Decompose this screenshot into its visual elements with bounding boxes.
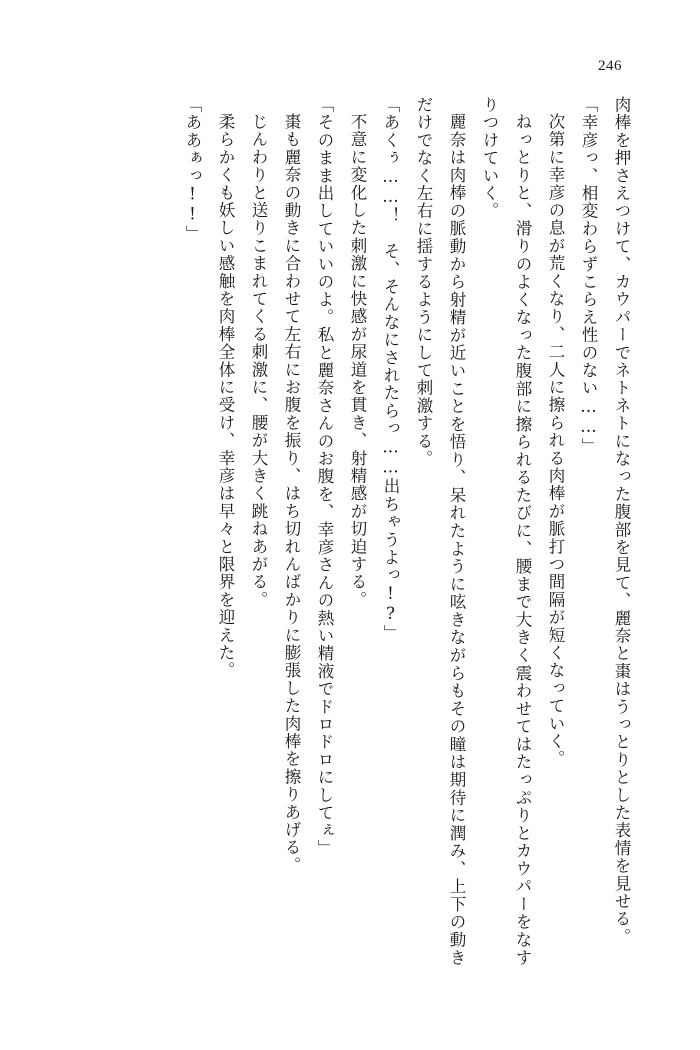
paragraph: 「あくぅ……！ そ、そんなにされたらっ……出ちゃうよっ!?」 xyxy=(381,96,400,642)
paragraph: 棗も麗奈の動きに合わせて左右にお腹を振り、はち切れんばかりに膨張した肉棒を擦りあげる。 xyxy=(282,112,301,874)
paragraph: 「幸彦っ、相変わらずこらえ性のない……」 xyxy=(579,96,598,455)
paragraph: じんわりと送りこまれてくる刺激に、腰が大きく跳ねあがる。 xyxy=(249,112,268,609)
paragraph: 肉棒を押さえつけて、カウパーでネトネトになった腹部を見て、麗奈と棗はうっとりとした表情を見せる。 xyxy=(612,96,631,946)
paragraph: 「ああぁっ!!」 xyxy=(183,96,202,243)
page-number: 246 xyxy=(598,58,622,74)
paragraph: 柔らかくも妖しい感触を肉棒全体に受け、幸彦は早々と限界を迎えた。 xyxy=(216,112,235,679)
page-text-body xyxy=(78,96,638,966)
paragraph: 「そのまま出していいのよ。私と麗奈さんのお腹を、幸彦さんの熱い精液でドロドロにしてぇ」 xyxy=(315,96,334,858)
paragraph: 不意に変化した刺激に快感が尿道を貫き、射精感が切迫する。 xyxy=(348,112,367,609)
paragraph: 次第に幸彦の息が荒くなり、二人に擦られる肉棒が脈打つ間隔が短くなっていく。 xyxy=(546,112,565,768)
paragraph: 麗奈は肉棒の脈動から射精が近いことを悟り、呆れたように呟きながらもその瞳は期待に潤み、上下の動きだけでなく左右に揺するようにして刺激する。 xyxy=(414,96,466,966)
paragraph: ねっとりと、滑りのよくなった腹部に擦られるたびに、腰まで大きく震わせてはたっぷりとカウパーをなすりつけていく。 xyxy=(480,96,532,966)
